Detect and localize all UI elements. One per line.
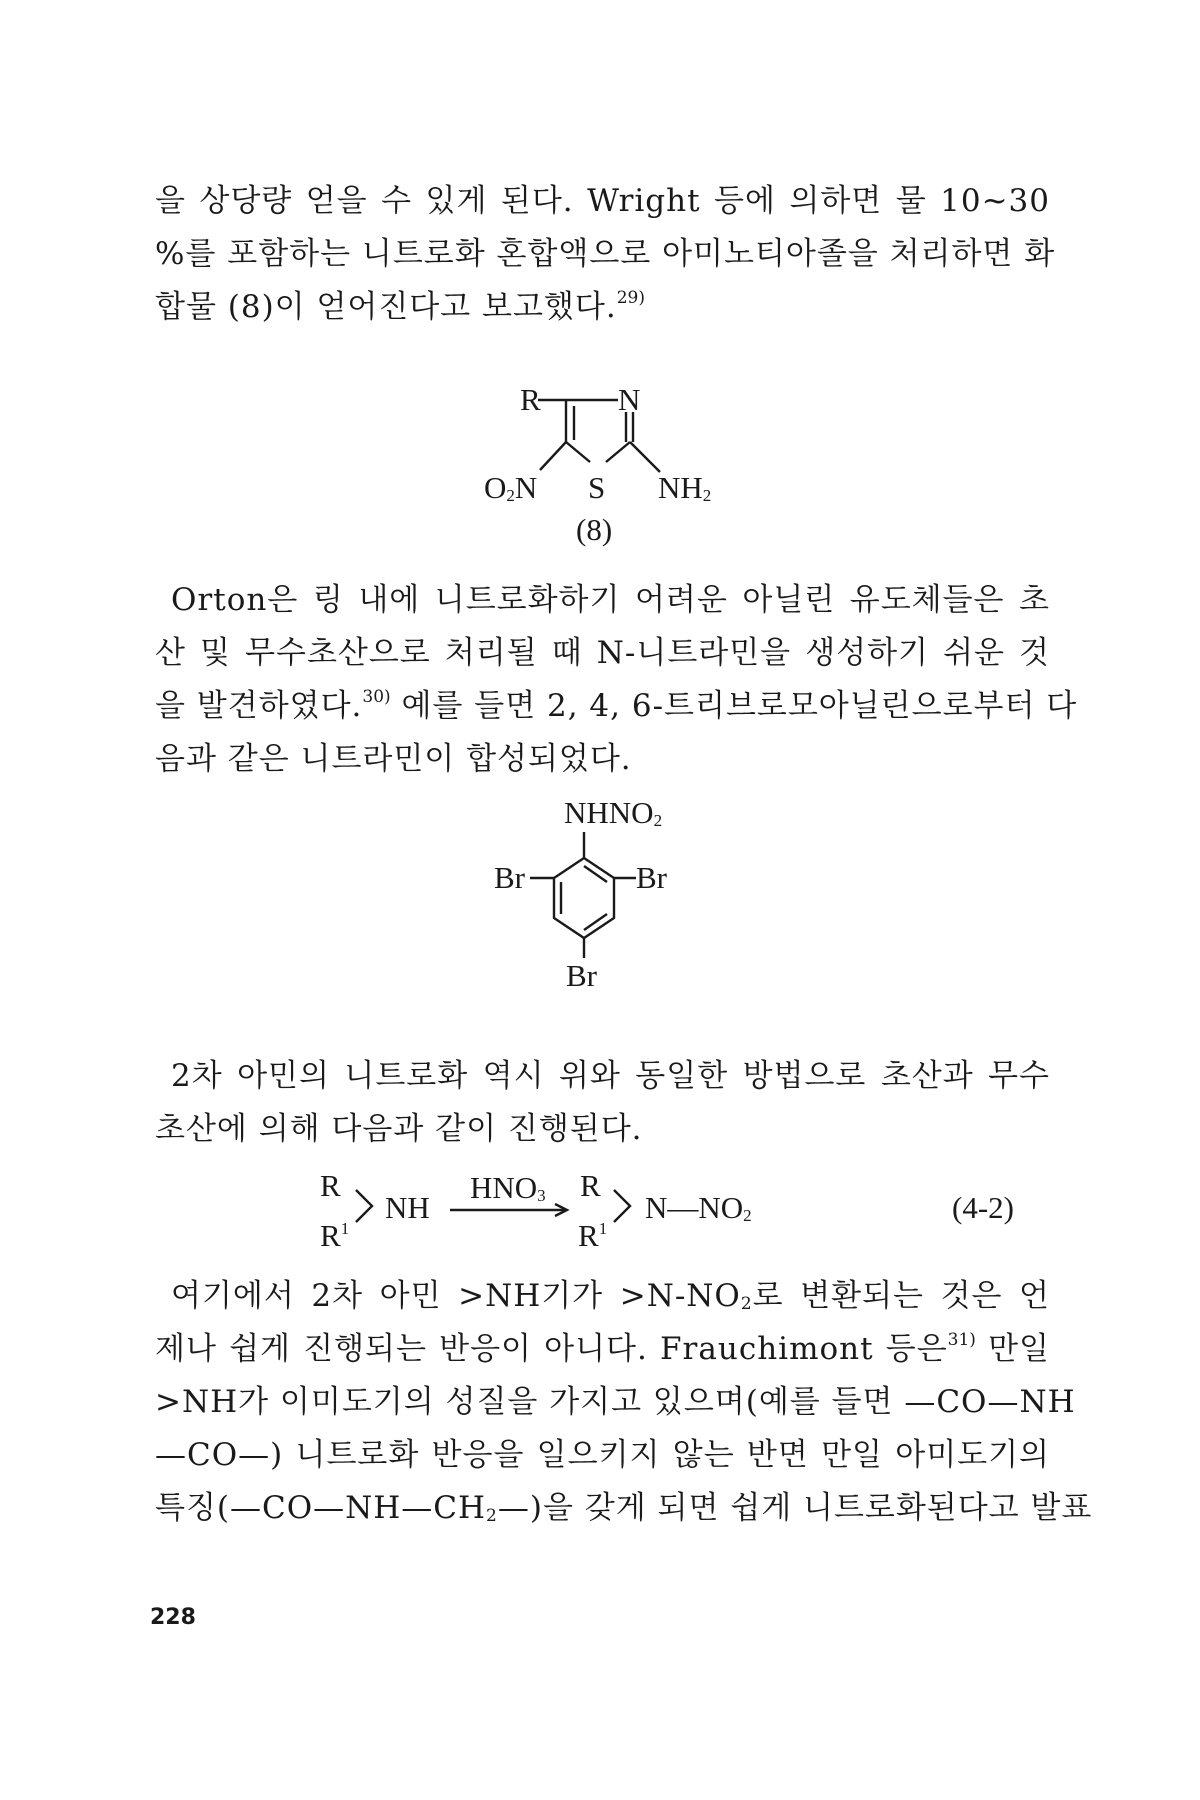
paragraph-4-line-5a: 특징(—CO—NH—CH — [155, 1490, 487, 1526]
paragraph-2-line-3b: 예를 들면 2, 4, 6-트리브로모아닐린으로부터 다 — [390, 688, 1078, 724]
ring-nitrogen: N — [618, 382, 641, 417]
ring-sulfur: S — [588, 470, 606, 505]
paragraph-4-line-1a: 여기에서 2차 아민 >NH기가 >N-NO — [171, 1278, 741, 1314]
paragraph-4-line-2 — [155, 1323, 1050, 1376]
compound-label-8: (8) — [576, 512, 613, 547]
paragraph-2-line-1-text: Orton은 링 내에 니트로화하기 어려운 아닐린 유도체들은 초 — [171, 582, 1050, 618]
paragraph-1-line-1: 을 상당량 얻을 수 있게 된다. Wright 등에 의하면 물 10~30 — [155, 183, 1050, 219]
paragraph-4-line-5-subscript: 2 — [486, 1506, 498, 1526]
amino-subscript: 2 — [702, 486, 712, 505]
product-main: N—NO — [645, 1190, 744, 1225]
paragraph-4-line-4: —CO—) 니트로화 반응을 일으키지 않는 반면 만일 아미도기의 — [155, 1437, 1050, 1473]
r1b-superscript: 1 — [598, 1219, 608, 1238]
paragraph-3-line-2: 초산에 의해 다음과 같이 진행된다. — [155, 1111, 643, 1147]
reagent-main: HNO — [470, 1170, 538, 1205]
equation-r-top: R — [320, 1168, 341, 1203]
paragraph-4-line-5b: —)을 갖게 되면 쉽게 니트로화된다고 발표 — [497, 1490, 1093, 1526]
paragraph-4-line-2a: 제나 쉽게 진행되는 반응이 아니다. Frauchimont 등은 — [155, 1331, 948, 1367]
equation-reagent — [470, 1170, 546, 1206]
nitro-o: O — [484, 470, 507, 505]
bromine-bottom: Br — [566, 958, 597, 993]
r1-main: R — [320, 1218, 341, 1253]
paragraph-4-line-1 — [155, 1270, 1050, 1323]
page-number: 228 — [150, 1605, 196, 1630]
paragraph-4-line-2b: 만일 — [975, 1331, 1050, 1367]
paragraph-2-line-2: 산 및 무수초산으로 처리될 때 N-니트라민을 생성하기 쉬운 것 — [155, 635, 1050, 671]
equation-nh: NH — [385, 1190, 430, 1225]
nitro-n: N — [514, 470, 538, 505]
nhno2-subscript: 2 — [653, 811, 663, 830]
paragraph-2-line-4: 음과 같은 니트라민이 합성되었다. — [155, 741, 632, 777]
reference-29: 29) — [616, 288, 645, 308]
paragraph-4 — [155, 1270, 1093, 1535]
paragraph-4-line-1-subscript: 2 — [740, 1294, 753, 1314]
reference-30: 30) — [362, 687, 391, 707]
bromine-left: Br — [494, 860, 525, 895]
paragraph-4-line-1b: 로 변환되는 것은 언 — [752, 1278, 1050, 1314]
r1b-main: R — [578, 1218, 599, 1253]
paragraph-1-line-3-text: 합물 (8)이 얻어진다고 보고했다. — [155, 289, 617, 325]
equation-number: (4-2) — [952, 1190, 1014, 1225]
paragraph-4-line-3: >NH가 이미도기의 성질을 가지고 있으며(예를 들면 —CO—NH — [155, 1384, 1076, 1420]
paragraph-2-line-3a: 을 발견하였다. — [155, 688, 363, 724]
r1-superscript: 1 — [340, 1219, 350, 1238]
equation-product — [645, 1190, 752, 1226]
equation-r1-bottom-product — [578, 1218, 607, 1254]
reference-31: 31) — [947, 1330, 976, 1350]
product-subscript: 2 — [743, 1206, 752, 1225]
paragraph-4-line-5 — [155, 1482, 1093, 1535]
nitro-subscript: 2 — [506, 486, 515, 505]
substituent-r: R — [520, 382, 541, 417]
equation-r-top-product: R — [580, 1168, 601, 1203]
equation-r1-bottom — [320, 1218, 349, 1254]
paragraph-3-line-1-text: 2차 아민의 니트로화 역시 위와 동일한 방법으로 초산과 무수 — [171, 1058, 1050, 1094]
bromine-right: Br — [636, 860, 667, 895]
reagent-subscript: 3 — [537, 1186, 546, 1205]
amino-nh: NH — [658, 470, 703, 505]
nhno2-main: NHNO — [564, 795, 654, 830]
paragraph-1-line-2: %를 포함하는 니트로화 혼합액으로 아미노티아졸을 처리하면 화 — [155, 236, 1056, 272]
